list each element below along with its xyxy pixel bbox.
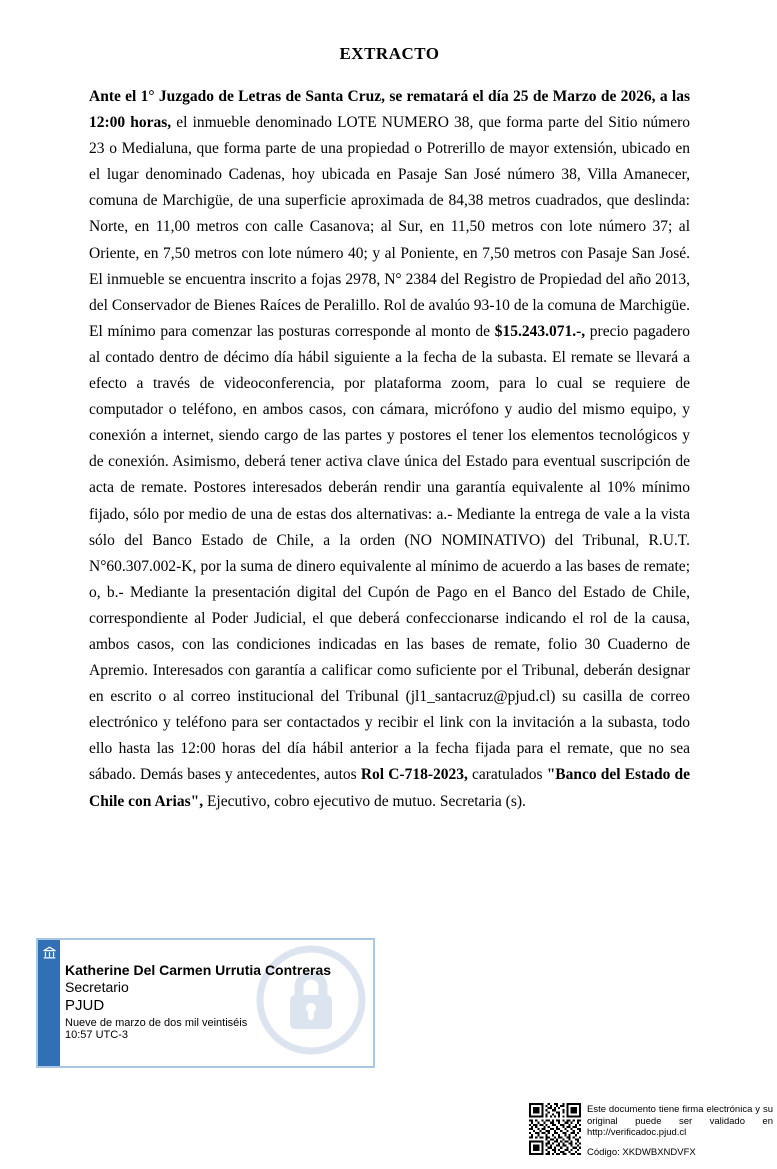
seg-caratulados: caratulados [471, 766, 547, 784]
verification-text: Este documento tiene firma electrónica y su original puede ser validado en http://verificadoc.pjud.cl [587, 1104, 773, 1138]
signer-organization: PJUD [65, 997, 105, 1014]
signature-accent-bar [38, 940, 60, 1066]
seg-minimum-price: $15.243.071.-, [494, 322, 590, 340]
qr-code-icon [529, 1103, 581, 1155]
seg-property-description: el inmueble denominado LOTE NUMERO 38, que forma parte del Sitio número 23 o Medialuna, que forma parte de una propiedad o Potrerillo de mayor extensión, ubicado en el lugar denominado Cadenas, hoy ubicada en Pasaje San José número 38, Villa Amanecer, comuna de Marchigüe, de una superficie aproximada de 84,38 metros cuadrados, que deslinda: Norte, en 11,00 metros con calle Casanova; al Sur, en 11,50 metros con lote número 37; al Oriente, en 7,50 metros con lote número 40; y al Poniente, en 7,50 metros con Pasaje San José. El inmueble se encuentra inscrito a fojas 2978, N° 2384 del Registro de Propiedad del año 2013, del Conservador de Bienes Raíces de Peralillo. Rol de avalúo 93-10 de la comuna de Marchigüe. El mínimo para comenzar las posturas corresponde al monto de [89, 114, 690, 340]
signature-date: Nueve de marzo de dos mil veintiséis [65, 1017, 248, 1029]
seg-auction-conditions: precio pagadero al contado dentro de décimo día hábil siguiente a la fecha de la subasta. El remate se llevará a efecto a través de videoconferencia, por plataforma zoom, para lo cual se requiere de computador o teléfono, en ambos casos, con cámara, micrófono y audio del mismo equipo, y conexión a internet, siendo cargo de las partes y postores el tener los elementos tecnológicos y de conexión. Asimismo, deberá tener activa clave única del Estado para eventual suscripción de acta de remate. Postores interesados deberán rendir una garantía equivalente al 10% mínimo fijado, sólo por medio de una de estas dos alternativas: a.- Mediante la entrega de vale a la vista sólo del Banco Estado de Chile, a la orden (NO NOMINATIVO) del Tribunal, R.U.T. N°60.307.002-K, por la suma de dinero equivalente al mínimo de acuerdo a las bases de remate; o, b.- Mediante la presentación digital del Cupón de Pago en el Banco del Estado de Chile, correspondiente al Poder Judicial, el que deberá confeccionarse indicando el rol de la causa, ambos casos, con las condiciones indicadas en las bases de remate, folio 30 Cuaderno de Apremio. Interesados con garantía a calificar como suficiente por el Tribunal, deberán designar en escrito o al correo institucional del Tribunal (jl1_santacruz@pjud.cl) su casilla de correo electrónico y teléfono para ser contactados y recibir el link con la invitación a la subasta, todo ello hasta las 12:00 horas del día hábil anterior a la fecha fijada para el remate, que no sea sábado. Demás bases y antecedentes, autos [89, 322, 690, 784]
seg-closing: Ejecutivo, cobro ejecutivo de mutuo. Secretaria (s). [206, 792, 526, 810]
verification-block [529, 1101, 777, 1161]
courthouse-icon [42, 945, 57, 960]
document-title: EXTRACTO [339, 44, 440, 63]
signature-stamp [36, 938, 375, 1068]
seg-court-and-date: Ante el 1° Juzgado de Letras de Santa Cruz, se rematará el día 25 de Marzo de 2026, a las 12:00 horas, [89, 88, 690, 132]
extracto-body [89, 84, 690, 815]
signer-role: Secretario [65, 979, 129, 995]
seg-case-rol: Rol C-718-2023, [360, 766, 472, 784]
signature-time: 10:57 UTC-3 [65, 1029, 128, 1041]
verification-code: Código: XKDWBXNDVFX [587, 1147, 696, 1158]
seg-case-name: "Banco del Estado de Chile con Arias", [89, 766, 690, 810]
signer-name: Katherine Del Carmen Urrutia Contreras [65, 962, 332, 978]
signature-details [65, 962, 367, 1041]
